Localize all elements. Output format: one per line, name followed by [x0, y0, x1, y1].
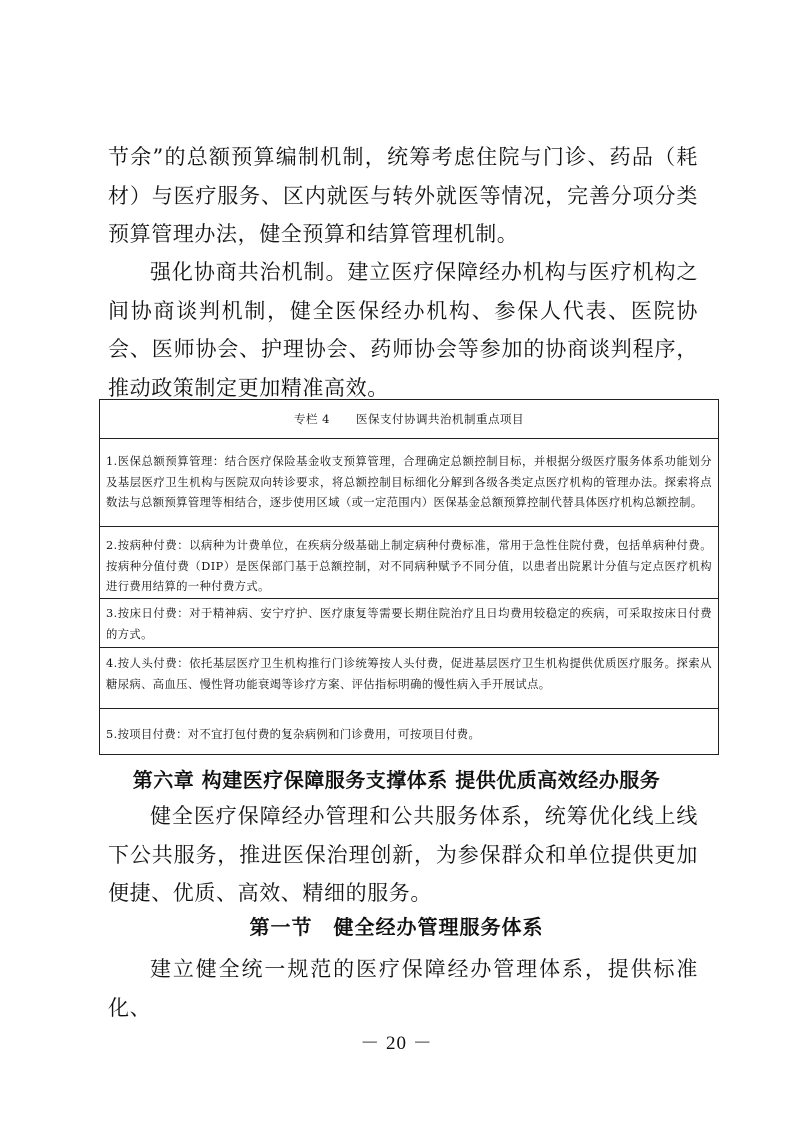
- table-divider: [100, 598, 718, 599]
- box-item: 1.医保总额预算管理：结合医疗保险基金收支预算管理，合理确定总额控制目标，并根据分级医疗服务体系功能划分及基层医疗卫生机构与医院双向转诊要求，将总额控制目标细化分解到各级各类定点医疗机构的管理办法。探索将点数法与总额预算管理等相结合，逐步使用区域（或一定范围内）医保基金总额预算控制代替具体医疗机构总额控制。: [106, 455, 712, 509]
- page-number: － 20 －: [360, 1033, 433, 1054]
- box-item: 2.按病种付费：以病种为计费单位，在疾病分级基础上制定病种付费标准，常用于急性住院付费，包括单病种付费。按病种分值付费（DIP）是医保部门基于总额控制，对不同病种赋予不同分值，以患者出院累计分值与定点医疗机构进行费用结算的一种付费方式。: [106, 539, 712, 593]
- body-paragraph: 建立健全统一规范的医疗保障经办管理体系，提供标准化、: [108, 957, 698, 1020]
- body-paragraph: 节余”的总额预算编制机制，统筹考虑住院与门诊、药品（耗材）与医疗服务、区内就医与转外就医等情况，完善分项分类预算管理办法，健全预算和结算管理机制。: [108, 145, 698, 246]
- box-title: 医保支付协调共治机制重点项目: [355, 411, 524, 426]
- box-item: 3.按床日付费：对于精神病、安宁疗护、医疗康复等需要长期住院治疗且日均费用较稳定的疾病，可采取按床日付费的方式。: [106, 607, 712, 641]
- table-divider: [100, 438, 718, 439]
- body-paragraph: 健全医疗保障经办管理和公共服务体系，统筹优化线上线下公共服务，推进医保治理创新，为参保群众和单位提供更加便捷、优质、高效、精细的服务。: [108, 804, 698, 905]
- box-header: [100, 400, 718, 437]
- box-item: 5.按项目付费：对不宜打包付费的复杂病例和门诊费用，可按项目付费。: [106, 728, 481, 741]
- table-divider: [100, 526, 718, 527]
- section-heading: 第一节 健全经办管理服务体系: [249, 915, 544, 939]
- box-item: 4.按人头付费：依托基层医疗卫生机构推行门诊统筹按人头付费，促进基层医疗卫生机构提供优质医疗服务。探索从糖尿病、高血压、慢性肾功能衰竭等诊疗方案、评估指标明确的慢性病入手开展试点。: [106, 657, 712, 691]
- table-divider: [100, 708, 718, 709]
- table-divider: [100, 647, 718, 648]
- body-paragraph: 强化协商共治机制。建立医疗保障经办机构与医疗机构之间协商谈判机制，健全医保经办机构、参保人代表、医院协会、医师协会、护理协会、药师协会等参加的协商谈判程序，推动政策制定更加精准高效。: [108, 260, 698, 400]
- chapter-heading: 第六章 构建医疗保障服务支撑体系 提供优质高效经办服务: [132, 768, 661, 792]
- special-column-box: [99, 399, 719, 755]
- box-label: 专栏 4: [294, 411, 330, 426]
